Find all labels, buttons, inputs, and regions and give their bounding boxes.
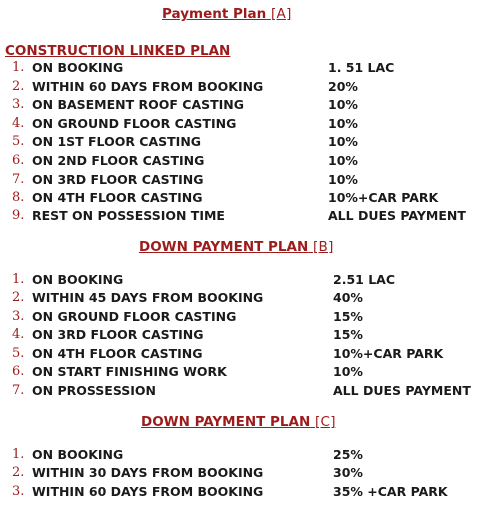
row-number: 8. [12, 190, 25, 205]
row-label: ON 1ST FLOOR CASTING [32, 134, 202, 149]
plan-b-row [0, 363, 485, 381]
row-number: 2. [12, 290, 25, 305]
row-value: 15% [333, 327, 363, 342]
plan-a-row [0, 171, 485, 189]
row-number: 4. [12, 116, 25, 131]
plan-c-title-text: DOWN PAYMENT PLAN [141, 414, 311, 430]
row-label: ON BOOKING [32, 272, 124, 287]
row-value: 30% [333, 465, 363, 480]
row-number: 5. [12, 134, 25, 149]
row-number: 5. [12, 346, 25, 361]
plan-a-row [0, 78, 485, 96]
row-number: 6. [12, 153, 25, 168]
plan-b-row [0, 326, 485, 344]
row-number: 1. [12, 60, 25, 75]
row-value: 10% [328, 97, 358, 112]
row-number: 3. [12, 484, 25, 499]
plan-a-title-text: Payment Plan [162, 6, 267, 22]
row-value: ALL DUES PAYMENT [328, 208, 466, 223]
plan-a-row [0, 133, 485, 151]
row-label: ON BASEMENT ROOF CASTING [32, 97, 245, 112]
plan-c-suffix: [C] [314, 414, 336, 430]
row-label: WITHIN 60 DAYS FROM BOOKING [32, 79, 264, 94]
row-value: 40% [333, 290, 363, 305]
row-value: 2.51 LAC [333, 272, 396, 287]
row-value: ALL DUES PAYMENT [333, 383, 471, 398]
row-label: ON START FINISHING WORK [32, 364, 227, 379]
row-label: ON GROUND FLOOR CASTING [32, 116, 237, 131]
plan-a-row [0, 189, 485, 207]
row-number: 1. [12, 272, 25, 287]
plan-a-row [0, 59, 485, 77]
plan-b-row [0, 271, 485, 289]
plan-c-row [0, 483, 485, 501]
row-label: ON BOOKING [32, 60, 124, 75]
row-number: 9. [12, 208, 25, 223]
row-value: 10% [328, 172, 358, 187]
plan-a-row [0, 152, 485, 170]
plan-c-row [0, 464, 485, 482]
plan-a-row [0, 96, 485, 114]
row-number: 6. [12, 364, 25, 379]
row-value: 35% +CAR PARK [333, 484, 448, 499]
row-value: 10% [328, 153, 358, 168]
row-number: 7. [12, 383, 25, 398]
row-value: 1. 51 LAC [328, 60, 395, 75]
row-label: WITHIN 45 DAYS FROM BOOKING [32, 290, 264, 305]
plan-b-row [0, 345, 485, 363]
row-number: 1. [12, 447, 25, 462]
row-number: 2. [12, 79, 25, 94]
row-number: 4. [12, 327, 25, 342]
row-value: 10% [333, 364, 363, 379]
plan-a-suffix: [A] [270, 6, 292, 22]
plan-a-row [0, 207, 485, 225]
plan-b-suffix: [B] [312, 239, 334, 255]
plan-b-row [0, 289, 485, 307]
row-number: 3. [12, 309, 25, 324]
row-label: WITHIN 30 DAYS FROM BOOKING [32, 465, 264, 480]
plan-b-row [0, 382, 485, 400]
row-value: 10%+CAR PARK [333, 346, 444, 361]
plan-b-title-text: DOWN PAYMENT PLAN [139, 239, 309, 255]
plan-c-title [141, 414, 336, 430]
plan-a-title [162, 6, 292, 22]
row-label: ON BOOKING [32, 447, 124, 462]
row-number: 7. [12, 172, 25, 187]
row-value: 10%+CAR PARK [328, 190, 439, 205]
row-value: 15% [333, 309, 363, 324]
plan-c-row [0, 446, 485, 464]
row-label: ON 3RD FLOOR CASTING [32, 327, 204, 342]
row-label: ON 3RD FLOOR CASTING [32, 172, 204, 187]
plan-a-row [0, 115, 485, 133]
row-value: 10% [328, 116, 358, 131]
row-number: 2. [12, 465, 25, 480]
row-label: REST ON POSSESSION TIME [32, 208, 225, 223]
row-label: ON PROSSESSION [32, 383, 157, 398]
row-label: WITHIN 60 DAYS FROM BOOKING [32, 484, 264, 499]
plan-a-subtitle: CONSTRUCTION LINKED PLAN [5, 43, 231, 59]
plan-b-row [0, 308, 485, 326]
plan-b-title [139, 239, 334, 255]
row-label: ON 4TH FLOOR CASTING [32, 190, 203, 205]
row-label: ON 2ND FLOOR CASTING [32, 153, 205, 168]
row-label: ON 4TH FLOOR CASTING [32, 346, 203, 361]
row-number: 3. [12, 97, 25, 112]
row-value: 20% [328, 79, 358, 94]
row-value: 10% [328, 134, 358, 149]
row-label: ON GROUND FLOOR CASTING [32, 309, 237, 324]
row-value: 25% [333, 447, 363, 462]
